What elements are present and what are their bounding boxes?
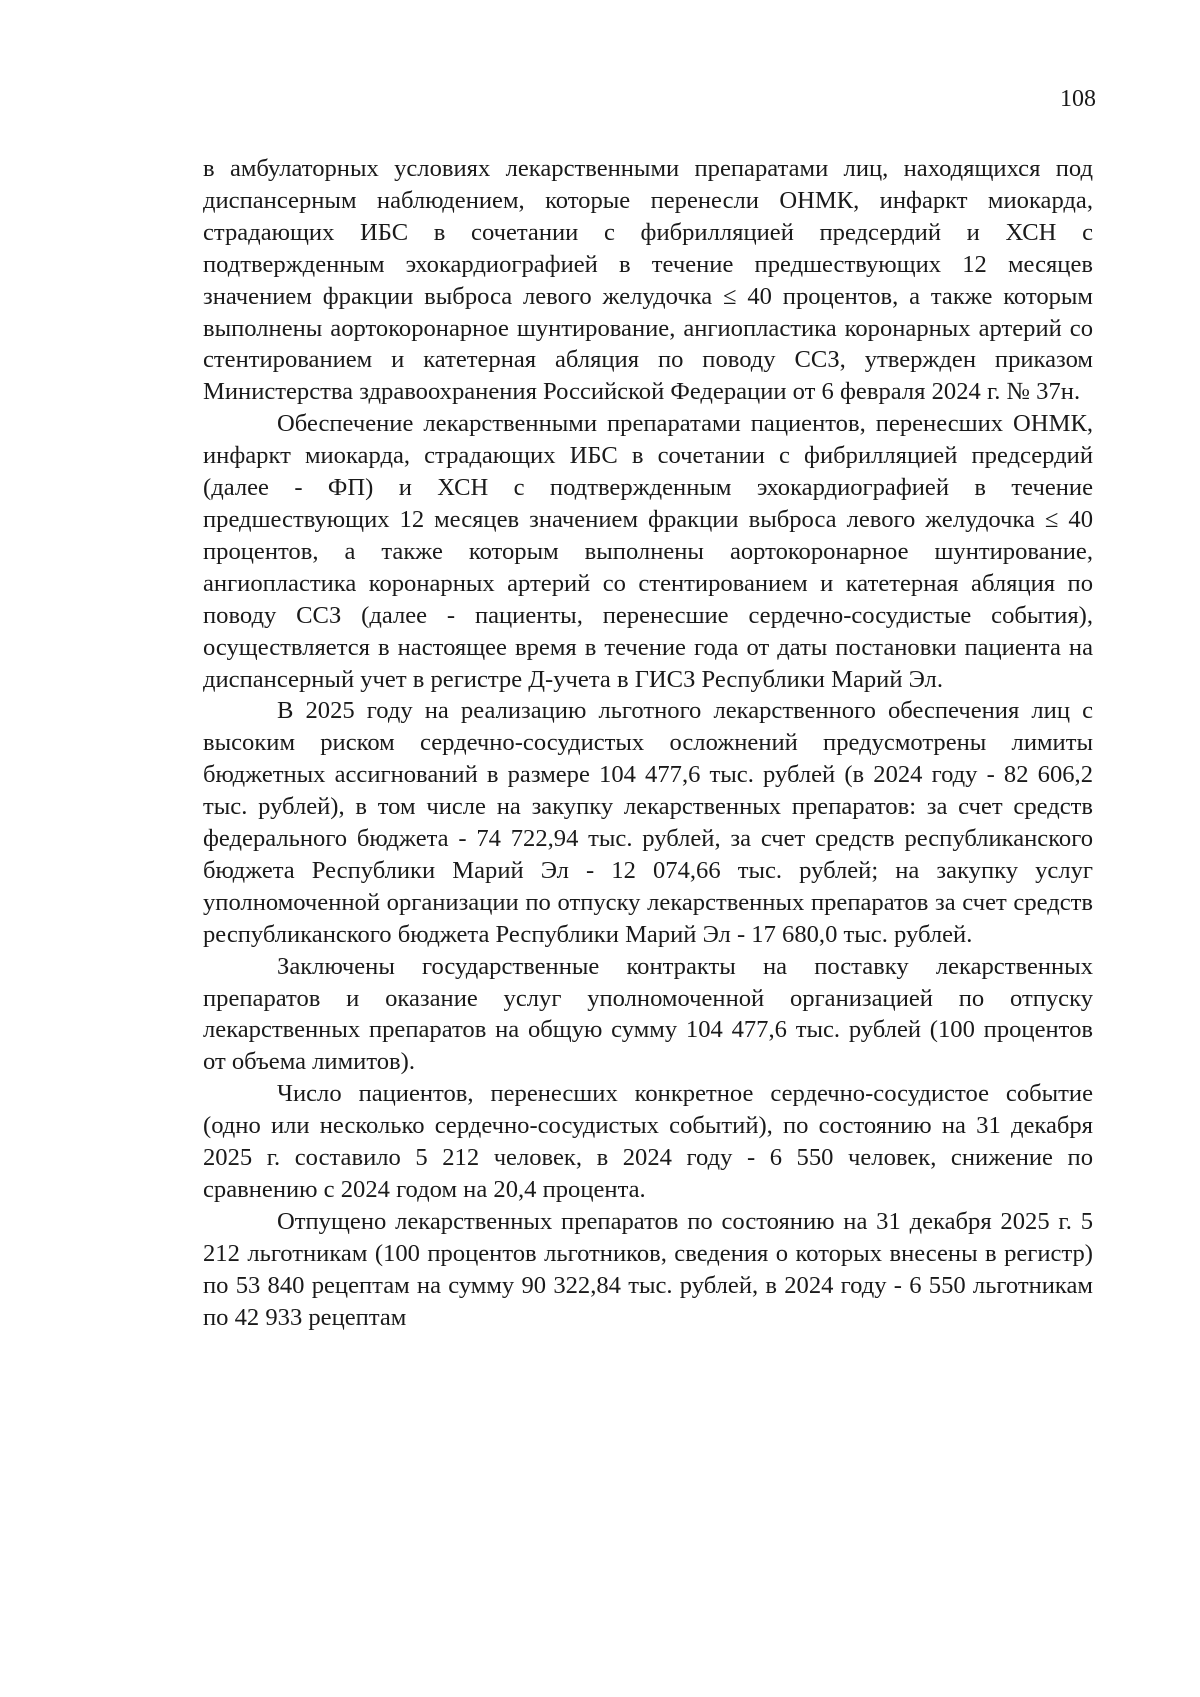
paragraph-budget-limits: В 2025 году на реализацию льготного лекарственного обеспечения лиц с высоким риском сердечно-сосудистых осложнений предусмотрены лимиты бюджетных ассигнований в размере 104 477,6 тыс. рублей (в 2024 году - 82 606,2 тыс. рублей), в том числе на закупку лекарственных препаратов: за счет средств федерального бюджета - 74 722,94 тыс. рублей, за счет средств республиканского бюджета Республики Марий Эл - 12 074,66 тыс. рублей; на закупку услуг уполномоченной организации по отпуску лекарственных препаратов за счет средств республиканского бюджета Республики Марий Эл - 17 680,0 тыс. рублей. (203, 697, 1093, 948)
paragraph-patient-count: Число пациентов, перенесших конкретное сердечно-сосудистое событие (одно или несколько сердечно-сосудистых событий), по состоянию на 31 декабря 2025 г. составило 5 212 человек, в 2024 году - 6 550 человек, снижение по сравнению с 2024 годом на 20,4 процента. (203, 1080, 1093, 1203)
paragraph-contracts: Заключены государственные контракты на поставку лекарственных препаратов и оказание услуг уполномоченной организацией по отпуску лекарственных препаратов на общую сумму 104 477,6 тыс. рублей (100 процентов от объема лимитов). (203, 952, 1093, 1076)
document-body (203, 153, 1093, 1334)
paragraph-continuation: в амбулаторных условиях лекарственными препаратами лиц, находящихся под диспансерным наблюдением, которые перенесли ОНМК, инфаркт миокарда, страдающих ИБС в сочетании с фибрилляцией предсердий и ХСН с подтвержденным эхокардиографией в течение предшествующих 12 месяцев значением фракции выброса левого желудочка ≤ 40 процентов, а также которым выполнены аортокоронарное шунтирование, ангиопластика коронарных артерий со стентированием и катетерная абляция по поводу ССЗ, утвержден приказом Министерства здравоохранения Российской Федерации от 6 февраля 2024 г. № 37н. (203, 155, 1093, 406)
page-number: 108 (1060, 86, 1096, 112)
paragraph-provision: Обеспечение лекарственными препаратами пациентов, перенесших ОНМК, инфаркт миокарда, страдающих ИБС в сочетании с фибрилляцией предсердий (далее - ФП) и ХСН с подтвержденным эхокардиографией в течение предшествующих 12 месяцев значением фракции выброса левого желудочка ≤ 40 процентов, а также которым выполнены аортокоронарное шунтирование, ангиопластика коронарных артерий со стентированием и катетерная абляция по поводу ССЗ (далее - пациенты, перенесшие сердечно-сосудистые события), осуществляется в настоящее время в течение года от даты постановки пациента на диспансерный учет в регистре Д-учета в ГИСЗ Республики Марий Эл. (203, 410, 1093, 693)
paragraph-dispensed: Отпущено лекарственных препаратов по состоянию на 31 декабря 2025 г. 5 212 льготникам (100 процентов льготников, сведения о которых внесены в регистр) по 53 840 рецептам на сумму 90 322,84 тыс. рублей, в 2024 году - 6 550 льготникам по 42 933 рецептам (203, 1207, 1093, 1331)
